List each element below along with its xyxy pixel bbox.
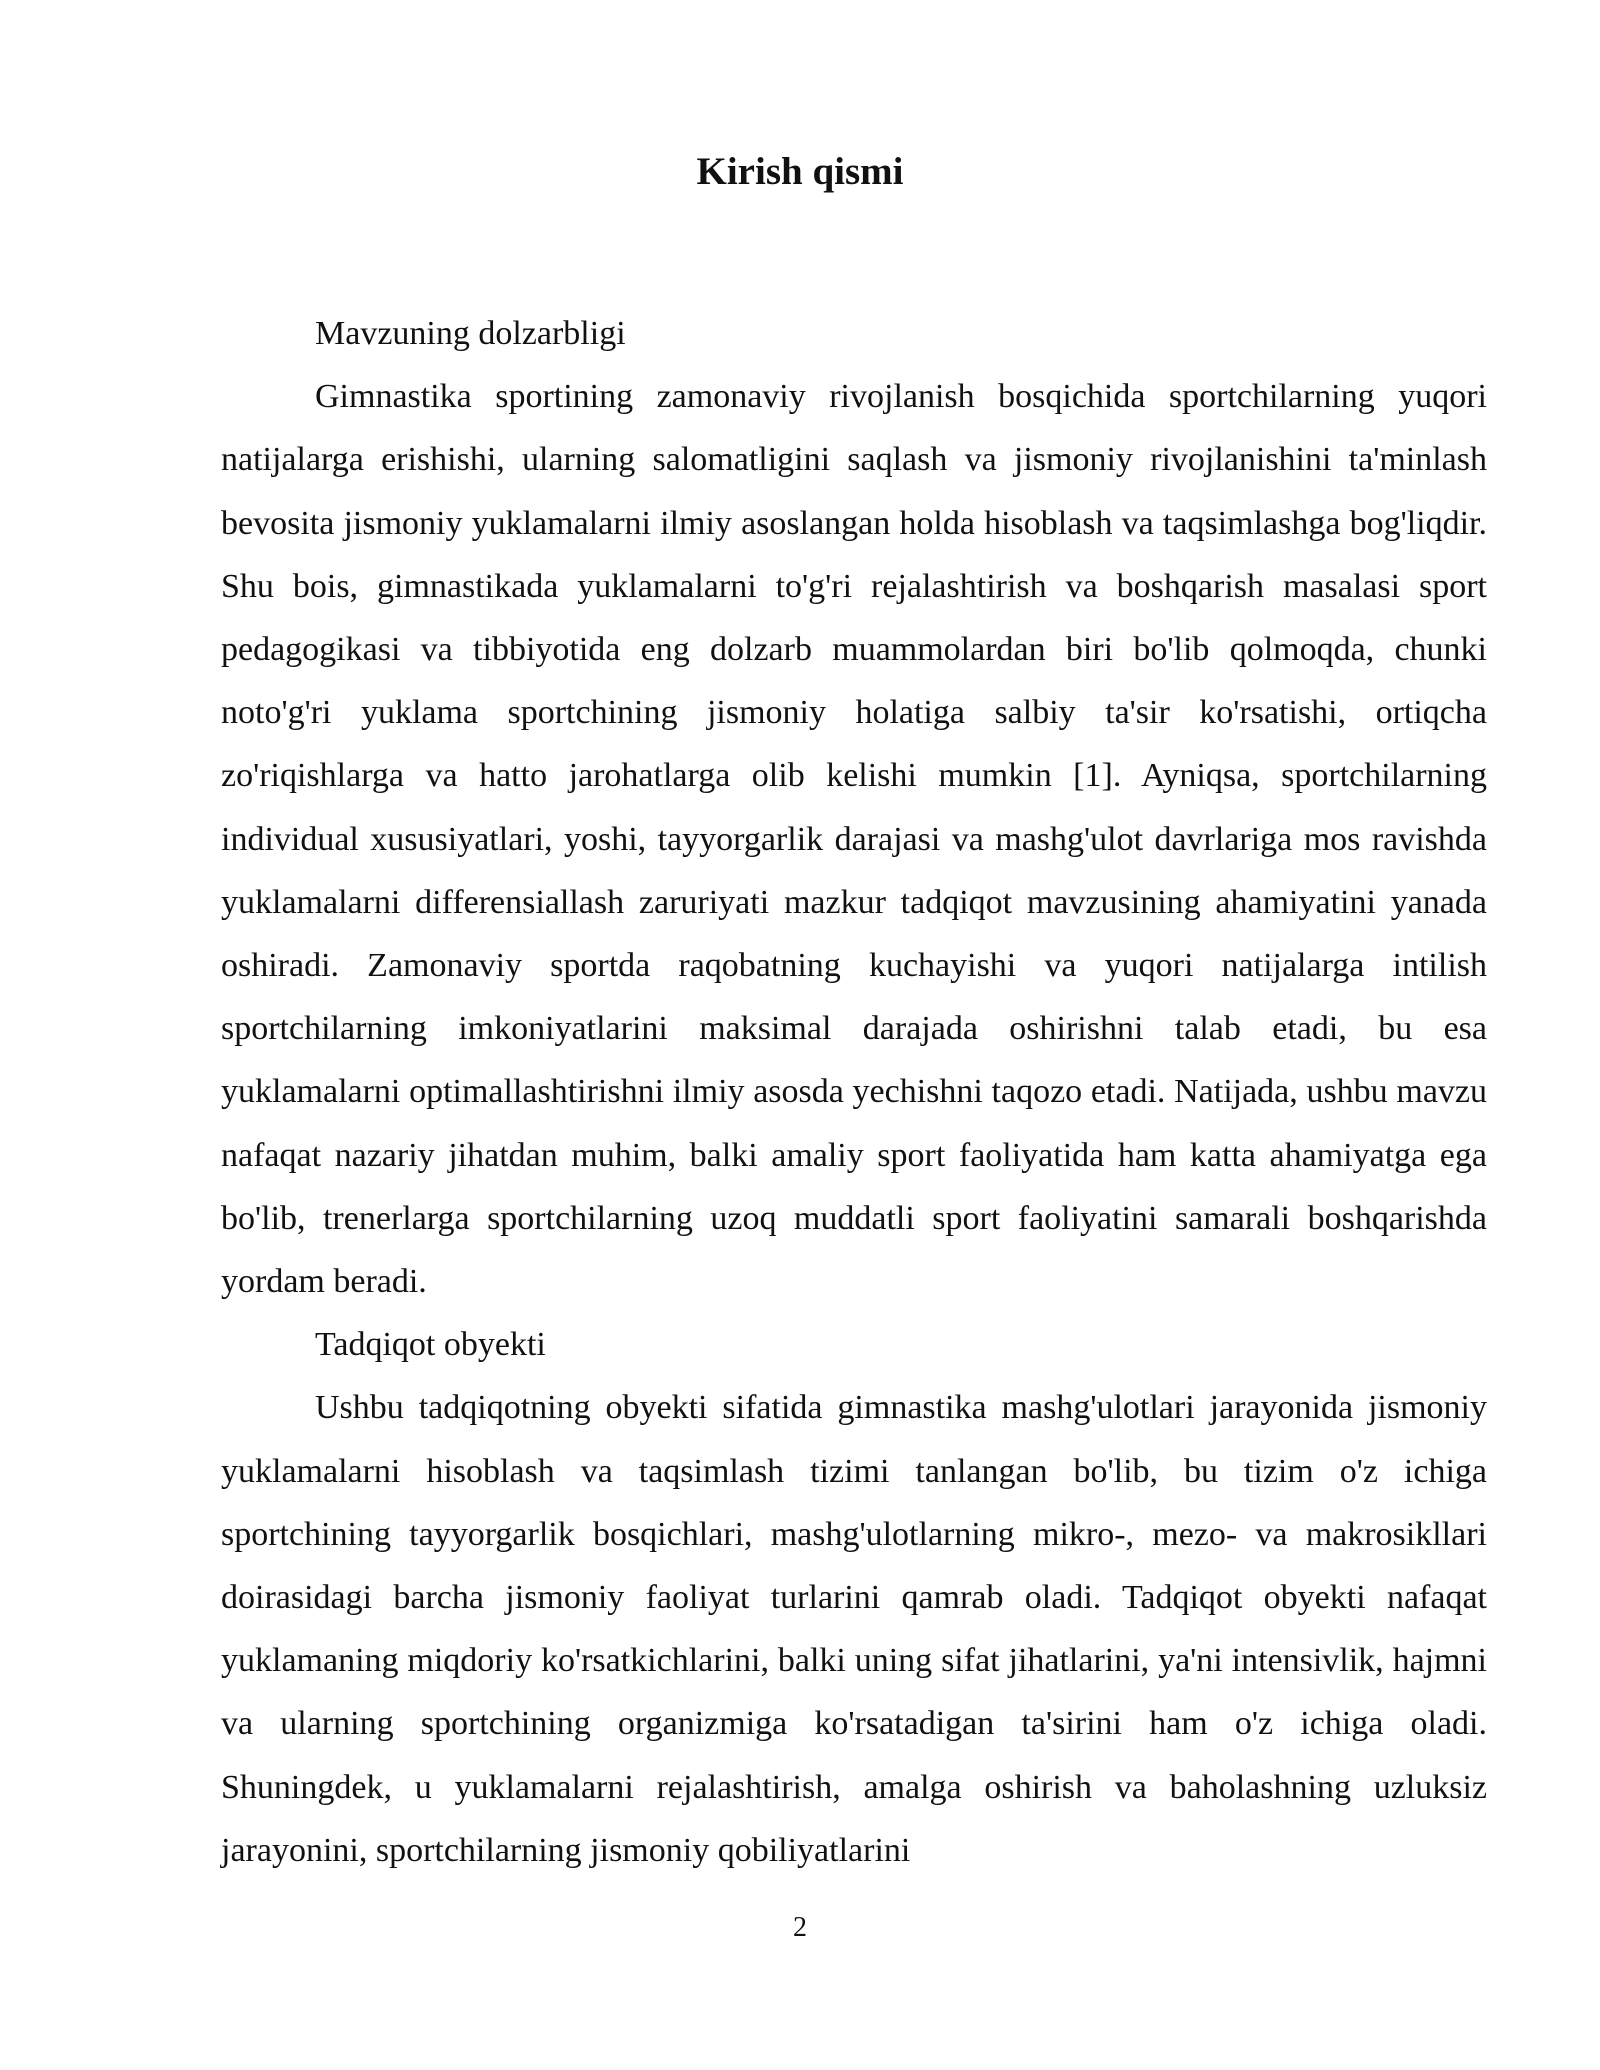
body-text bbox=[221, 302, 1487, 1882]
section-heading-research-object: Tadqiqot obyekti bbox=[315, 1326, 546, 1364]
page-title: Kirish qismi bbox=[696, 150, 904, 193]
paragraph-relevance: Gimnastika sportining zamonaviy rivojlanish bosqichida sportchilarning yuqori natijalarga erishishi, ularning salomatligini saqlash va jismoniy rivojlanishini ta'minlash bevosita jismoniy yuklamalarni ilmiy asoslangan holda hisoblash va taqsimlashga bog'liqdir. Shu bois, gimnastikada yuklamalarni to'g'ri rejalashtirish va boshqarish masalasi sport pedagogikasi va tibbiyotida eng dolzarb muammolardan biri bo'lib qolmoqda, chunki noto'g'ri yuklama sportchining jismoniy holatiga salbiy ta'sir ko'rsatishi, ortiqcha zo'riqishlarga va hatto jarohatlarga olib kelishi mumkin [1]. Ayniqsa, sportchilarning individual xususiyatlari, yoshi, tayyorgarlik darajasi va mashg'ulot davrlariga mos ravishda yuklamalarni differensiallash zaruriyati mazkur tadqiqot mavzusining ahamiyatini yanada oshiradi. Zamonaviy sportda raqobatning kuchayishi va yuqori natijalarga intilish sportchilarning imkoniyatlarini maksimal darajada oshirishni talab etadi, bu esa yuklamalarni optimallashtirishni ilmiy asosda yechishni taqozo etadi. Natijada, ushbu mavzu nafaqat nazariy jihatdan muhim, balki amaliy sport faoliyatida ham katta ahamiyatga ega bo'lib, trenerlarga sportchilarning uzoq muddatli sport faoliyatini samarali boshqarishda yordam beradi. bbox=[221, 378, 1487, 1301]
paragraph-research-object: Ushbu tadqiqotning obyekti sifatida gimnastika mashg'ulotlari jarayonida jismoniy yuklamalarni hisoblash va taqsimlash tizimi tanlangan bo'lib, bu tizim o'z ichiga sportchining tayyorgarlik bosqichlari, mashg'ulotlarning mikro-, mezo- va makrosikllari doirasidagi barcha jismoniy faoliyat turlarini qamrab oladi. Tadqiqot obyekti nafaqat yuklamaning miqdoriy ko'rsatkichlarini, balki uning sifat jihatlarini, ya'ni intensivlik, hajmni va ularning sportchining organizmiga ko'rsatadigan ta'sirini ham o'z ichiga oladi. Shuningdek, u yuklamalarni rejalashtirish, amalga oshirish va baholashning uzluksiz jarayonini, sportchilarning jismoniy qobiliyatlarini bbox=[221, 1389, 1487, 1869]
section-heading-relevance: Mavzuning dolzarbligi bbox=[315, 315, 626, 352]
page-number: 2 bbox=[793, 1912, 807, 1943]
